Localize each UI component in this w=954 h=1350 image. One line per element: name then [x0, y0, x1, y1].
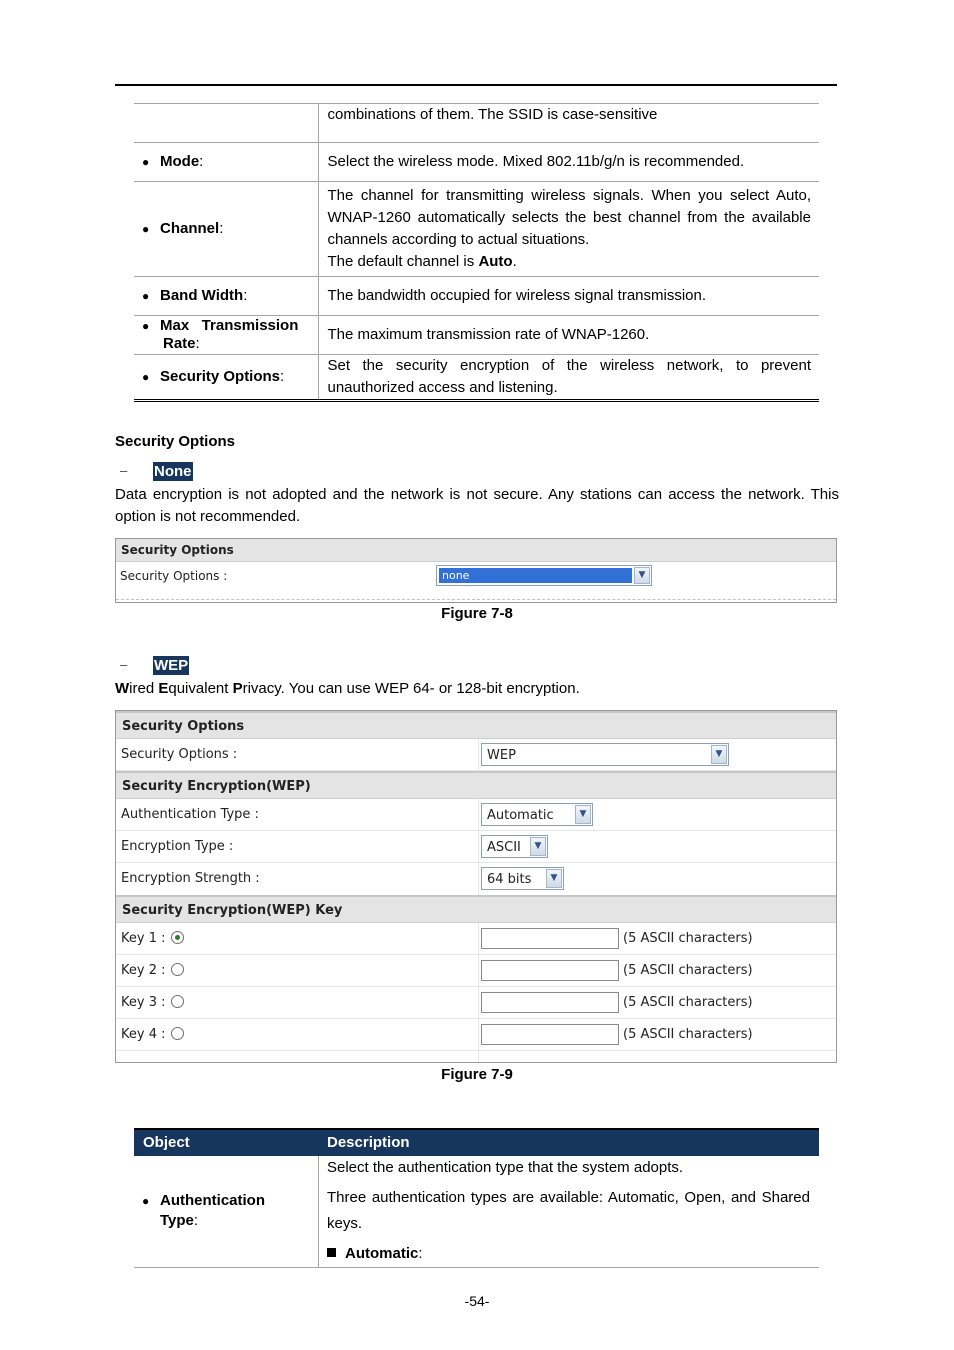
channel-object: ● Channel:: [134, 182, 318, 277]
key-row: [116, 1019, 836, 1051]
selected-value: WEP: [487, 748, 516, 763]
bullet-icon: ●: [142, 289, 150, 303]
key-label: Key 4 :: [121, 1027, 184, 1042]
square-bullet-icon: [327, 1248, 336, 1257]
mode-object: ● Mode:: [134, 143, 318, 182]
security-options-header: Security Options: [116, 711, 836, 739]
col-description: Description: [327, 1134, 410, 1151]
header-rule: [115, 84, 837, 86]
dash-marker: –: [120, 463, 128, 478]
bullet-icon: ●: [142, 370, 150, 384]
key-4-input[interactable]: [481, 1024, 619, 1045]
table-row: [134, 1156, 819, 1268]
security-options-select[interactable]: [436, 565, 652, 586]
auth-type-row: [116, 799, 836, 831]
key-label: Key 3 :: [121, 995, 184, 1010]
key-label: Key 2 :: [121, 963, 184, 978]
key-row: [116, 923, 836, 955]
none-paragraph: Data encryption is not adopted and the network is not secure. Any stations can access the network. This option is not recommended.: [115, 486, 839, 525]
key-hint: (5 ASCII characters): [623, 931, 753, 946]
bullet-icon: ●: [142, 222, 150, 236]
strength-select[interactable]: [481, 867, 564, 890]
auth-type-label: Authentication Type :: [121, 807, 259, 822]
bandwidth-object: ● Band Width:: [134, 277, 318, 316]
channel-default: The default channel is Auto.: [327, 253, 517, 270]
chevron-down-icon[interactable]: ▼: [530, 837, 546, 856]
object-table: [134, 1128, 819, 1268]
mode-desc: Select the wireless mode. Mixed 802.11b/g/n is recommended.: [318, 143, 819, 182]
auth-type-select[interactable]: [481, 803, 593, 826]
key-header: Security Encryption(WEP) Key: [116, 895, 836, 923]
column-divider: [318, 1156, 319, 1267]
figure-9-caption: Figure 7-9: [441, 1066, 513, 1083]
security-options-desc: Set the security encryption of the wireless network, to prevent unauthorized access and listening.: [327, 357, 811, 396]
parameter-table: [134, 103, 819, 402]
key-label: Key 1 :: [121, 931, 184, 946]
strength-row: [116, 863, 836, 895]
selected-value: Automatic: [487, 808, 554, 823]
security-options-label: Security Options :: [121, 747, 238, 762]
none-tag: None: [154, 463, 192, 480]
key-1-input[interactable]: [481, 928, 619, 949]
max-rate-desc: The maximum transmission rate of WNAP-1260.: [318, 316, 819, 355]
panel-header: Security Options: [116, 539, 836, 562]
selected-value: ASCII: [487, 840, 521, 855]
encryption-header: Security Encryption(WEP): [116, 771, 836, 799]
key-hint: (5 ASCII characters): [623, 1027, 753, 1042]
bandwidth-desc: The bandwidth occupied for wireless signal transmission.: [318, 277, 819, 316]
radio-selected-icon[interactable]: [171, 931, 184, 944]
chevron-down-icon[interactable]: ▼: [546, 869, 562, 888]
wep-tag: WEP: [154, 657, 189, 674]
key-row: [116, 987, 836, 1019]
auth-desc-line-2: Three authentication types are available: Automatic, Open, and Shared keys.: [327, 1189, 810, 1232]
strength-label: Encryption Strength :: [121, 871, 260, 886]
channel-desc-text: The channel for transmitting wireless signals. When you select Auto, WNAP-1260 automatically selects the best channel from the available channels according to actual situations.: [327, 187, 811, 248]
table-header: [134, 1128, 819, 1156]
chevron-down-icon[interactable]: ▼: [634, 567, 650, 584]
figure-8-caption: Figure 7-8: [441, 605, 513, 622]
panel-dashed-divider: [116, 599, 836, 600]
section-title: Security Options: [115, 433, 236, 450]
bullet-icon: ●: [142, 155, 150, 169]
enc-type-row: [116, 831, 836, 863]
key-hint: (5 ASCII characters): [623, 963, 753, 978]
figure-9-panel: [115, 710, 837, 1063]
security-options-label: Security Options :: [120, 569, 228, 583]
table-row-empty-object: [134, 104, 318, 143]
radio-icon[interactable]: [171, 963, 184, 976]
key-row: [116, 955, 836, 987]
radio-icon[interactable]: [171, 1027, 184, 1040]
enc-type-select[interactable]: [481, 835, 548, 858]
auth-type-object: ● Authentication Type:: [142, 1192, 265, 1229]
bullet-icon: ●: [142, 1194, 150, 1208]
selected-value: 64 bits: [487, 872, 532, 887]
chevron-down-icon[interactable]: ▼: [711, 745, 727, 764]
enc-type-label: Encryption Type :: [121, 839, 234, 854]
ssid-desc: combinations of them. The SSID is case-sensitive: [318, 104, 819, 143]
max-rate-object: ● Max Transmission Rate:: [134, 316, 318, 355]
security-options-object: ● Security Options:: [134, 355, 318, 401]
chevron-down-icon[interactable]: ▼: [575, 805, 591, 824]
channel-desc: [318, 182, 819, 277]
auth-automatic-item: Automatic:: [327, 1243, 810, 1265]
selected-value: none: [442, 569, 470, 582]
bullet-icon: ●: [142, 319, 150, 333]
auth-desc-line-1: Select the authentication type that the system adopts.: [327, 1159, 684, 1176]
security-options-row: [116, 562, 836, 592]
radio-icon[interactable]: [171, 995, 184, 1008]
key-3-input[interactable]: [481, 992, 619, 1013]
col-object: Object: [143, 1134, 190, 1151]
page-number: -54-: [464, 1293, 490, 1309]
security-options-select[interactable]: [481, 743, 729, 766]
figure-8-panel: [115, 538, 837, 603]
wep-paragraph: Wired Equivalent Privacy. You can use WEP 64- or 128-bit encryption.: [115, 680, 580, 697]
dash-marker: –: [120, 657, 128, 672]
security-options-row: [116, 739, 836, 771]
key-hint: (5 ASCII characters): [623, 995, 753, 1010]
key-2-input[interactable]: [481, 960, 619, 981]
